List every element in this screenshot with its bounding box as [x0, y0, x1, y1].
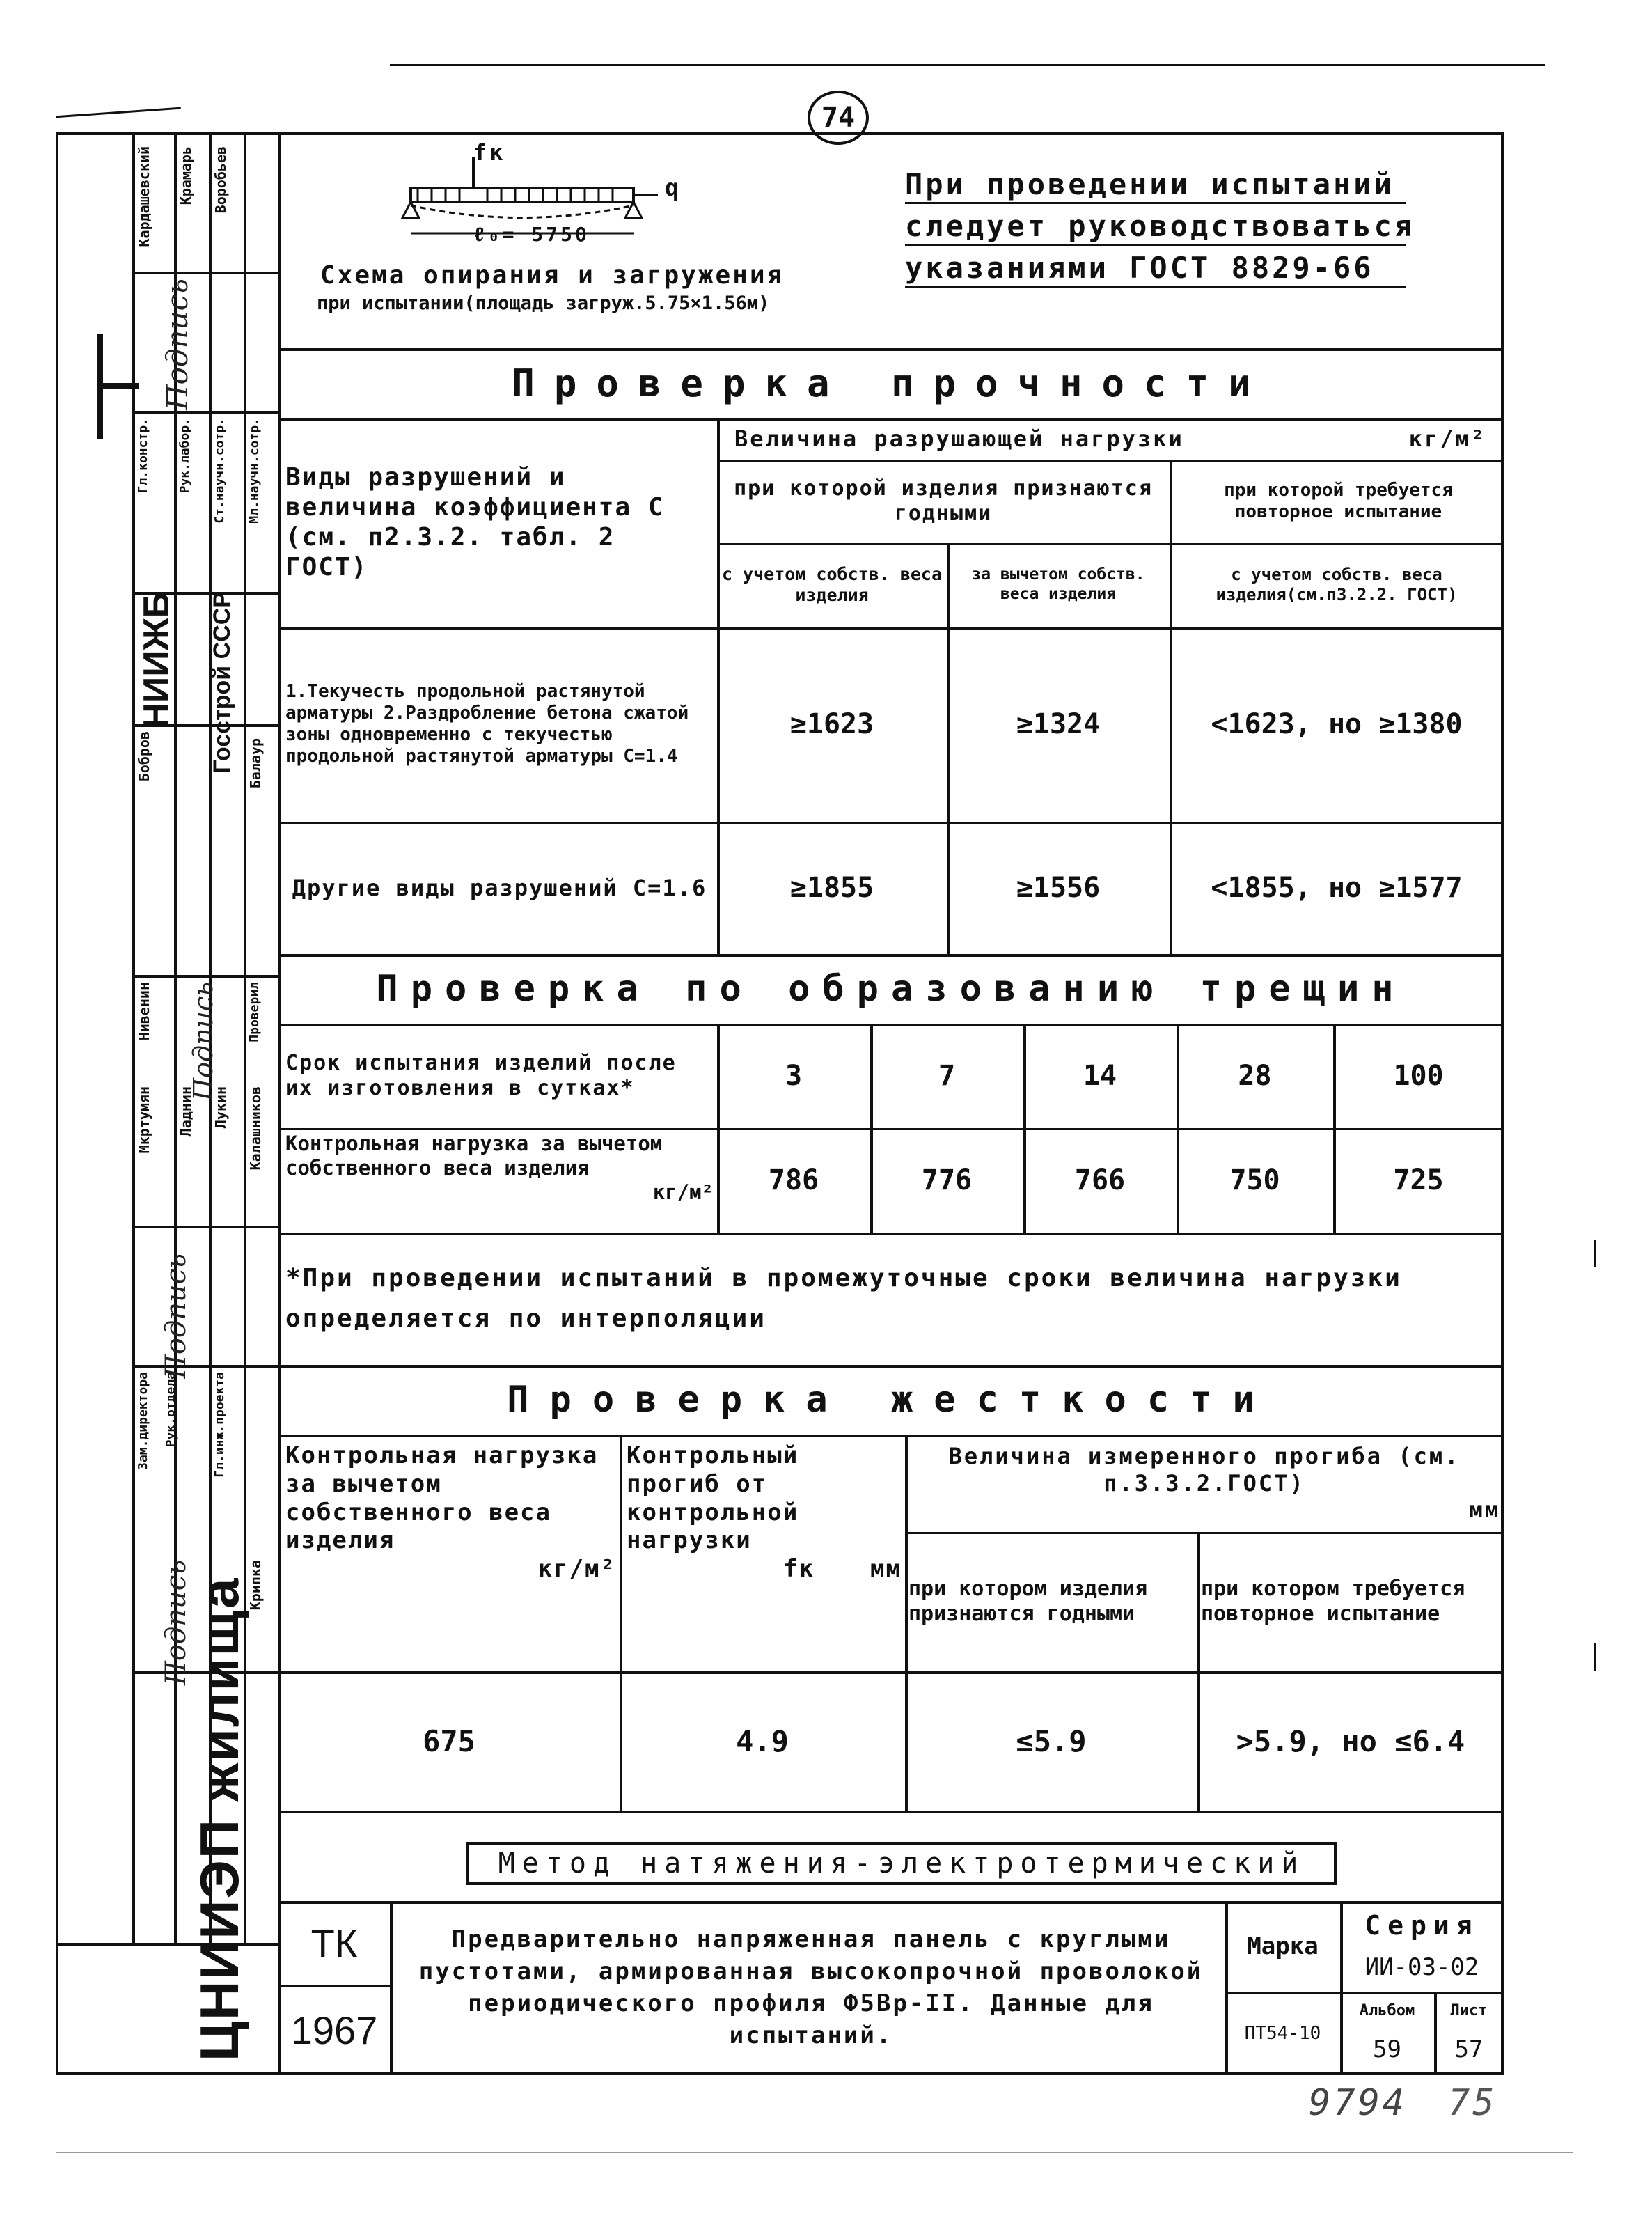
method-text: Метод натяжения-электротермический [498, 1847, 1305, 1879]
archive-stamp-2: 75 [1448, 2082, 1497, 2124]
scheme-span-label: ℓ₀= 5750 [473, 223, 590, 246]
title-year-text: 1967 [290, 2008, 378, 2052]
header-note-underline-3 [905, 286, 1406, 288]
header-note-3: указаниями ГОСТ 8829-66 [905, 251, 1374, 285]
title-sheet-value [1438, 2026, 1500, 2072]
signature-4: Подпись [160, 1560, 192, 1686]
cracks-v2 [870, 1024, 873, 1233]
stiffness-v2 [905, 1435, 908, 1811]
strength-row2-kind-text: Другие виды разрушений С=1.6 [292, 874, 707, 901]
side-role-8: Гл.инж.проекта [212, 1372, 227, 1478]
strength-h2 [717, 543, 1504, 545]
strength-sub-minus-weight-text: за вычетом собств. веса изделия [971, 565, 1145, 603]
stiffness-value-2 [623, 1675, 902, 1807]
cracks-row2-value-4-text: 750 [1229, 1164, 1280, 1196]
strength-sub-minus-weight [950, 547, 1166, 623]
strength-v1 [717, 418, 720, 954]
strength-sub-with-weight [721, 547, 943, 623]
side-role-2: Рук.лабор. [178, 418, 192, 494]
stiffness-value-3-text: ≤5.9 [1016, 1723, 1087, 1758]
strength-v2 [947, 543, 950, 954]
title-v3 [1340, 1901, 1343, 2075]
side-role-5: Проверил [247, 982, 262, 1042]
cracks-row1-value-4 [1180, 1027, 1330, 1125]
title-marka-value [1229, 1995, 1337, 2072]
top-left-rule [56, 107, 181, 118]
stiffness-value-2-text: 4.9 [736, 1723, 789, 1758]
side-name-4: Бобров [136, 731, 152, 782]
title-h-right [1340, 1992, 1504, 1994]
side-name-2: Крамарь [178, 146, 194, 205]
side-name-5: Балаур [247, 738, 264, 789]
stiffness-col1-unit: кг/м² [537, 1555, 616, 1584]
title-album-label-text: Альбом [1359, 2002, 1415, 2019]
title-marka-label-text: Марка [1247, 1932, 1319, 1960]
cracks-title [278, 954, 1504, 1024]
cracks-footnote [285, 1240, 1469, 1358]
strength-row1-minus-weight-text: ≥1324 [1016, 708, 1101, 740]
strength-sub-suitable [724, 463, 1163, 540]
stiffness-h2 [905, 1532, 1504, 1534]
cracks-row1-label [285, 1027, 714, 1125]
stiffness-col3-header [908, 1438, 1500, 1529]
side-row-5 [132, 975, 278, 978]
stiffness-col2-header [627, 1441, 902, 1668]
title-v4 [1434, 1992, 1437, 2075]
page-number-text: 74 [821, 102, 856, 134]
stiffness-col3b-header-text: при котором требуется повторное испытание [1201, 1577, 1465, 1626]
strength-h4 [278, 822, 1504, 824]
strength-row1-retest-text: <1623, но ≥1380 [1211, 708, 1463, 740]
strength-load-header [721, 418, 1500, 460]
side-role-6: Зам.директора [136, 1372, 150, 1470]
strength-row1-with-weight-text: ≥1623 [789, 708, 874, 740]
strength-v3 [1170, 460, 1172, 954]
strength-row1-retest [1173, 630, 1500, 818]
scheme-q-label: q [665, 174, 682, 202]
title-sheet-label [1438, 1995, 1500, 2026]
title-h-marka [1225, 1992, 1340, 1994]
cracks-row1-value-5-text: 100 [1393, 1060, 1444, 1092]
side-mark-2 [97, 383, 139, 389]
side-org-gosstroy: Госстрой СССР [209, 592, 235, 774]
strength-sub-suitable-text: при которой изделия признаются годными [734, 476, 1153, 526]
stiffness-col3b-header [1201, 1535, 1500, 1668]
strength-sub-retest-detail [1173, 547, 1500, 623]
side-name-8: Лукин [212, 1086, 229, 1129]
strength-sub-retest-text: при которой требуется повторное испытание [1224, 479, 1453, 522]
strength-kinds-header-text: Виды разрушений и величина коэффициента С (см. п2.3.2. табл. 2 ГОСТ) [285, 462, 665, 582]
title-series-value [1344, 1946, 1500, 1988]
title-album-value [1344, 2026, 1431, 2072]
right-edge-mark-2 [1594, 1643, 1596, 1671]
cracks-row1-value-2 [874, 1027, 1020, 1125]
side-name-1: Кардашевский [136, 146, 152, 247]
stiffness-col3-header-text: Величина измеренного прогиба (см. п.3.3.2.ГОСТ) [948, 1443, 1461, 1496]
cracks-row2-value-2 [874, 1132, 1020, 1229]
strength-row1-kind-text: 1.Текучесть продольной растянутой арматуры 2.Раздробление бетона сжатой зоны одновременно с текучестью продольной растянутой арматуры С=1.4 [285, 680, 689, 767]
side-org-niizhb: НИИЖБ [136, 592, 177, 729]
stiffness-col1-header [285, 1441, 616, 1668]
stiffness-h1 [278, 1435, 1504, 1437]
title-sheet-value-text: 57 [1454, 2035, 1484, 2063]
signature-2: Подпись [188, 982, 219, 1102]
scheme-caption-2: при испытании(площадь загруж.5.75×1.56м) [317, 292, 770, 314]
strength-row2-minus-weight [950, 825, 1166, 951]
right-edge-mark [1594, 1240, 1596, 1267]
signature-1: Подпись [160, 279, 194, 411]
strength-sub-with-weight-text: с учетом собств. веса изделия [721, 564, 943, 605]
method-box [466, 1842, 1337, 1885]
cracks-v3 [1023, 1024, 1026, 1233]
strength-row2-minus-weight-text: ≥1556 [1016, 872, 1101, 904]
cracks-row2-value-1 [721, 1132, 867, 1229]
title-series-label-text: Серия [1364, 1910, 1479, 1941]
stiffness-value-4-text: >5.9, но ≤6.4 [1236, 1723, 1465, 1758]
title-year [282, 1988, 386, 2072]
cracks-row2-value-5-text: 725 [1393, 1164, 1444, 1196]
stiffness-h4 [278, 1811, 1504, 1813]
stiffness-title-text: Проверка жесткости [507, 1379, 1275, 1421]
side-role-3: Ст.научн.сотр. [212, 418, 227, 524]
strength-row2-with-weight-text: ≥1855 [789, 872, 874, 904]
cracks-row2-value-3-text: 766 [1074, 1164, 1126, 1196]
stiffness-col1-header-text: Контрольная нагрузка за вычетом собственного веса изделия [285, 1441, 599, 1555]
header-note-1: При проведении испытаний [905, 167, 1394, 201]
side-org-main: ЦНИИЭП жилища [189, 1577, 250, 2061]
stiffness-col3-unit: мм [1469, 1496, 1500, 1524]
title-description [404, 1905, 1218, 2072]
stiffness-value-3 [908, 1675, 1194, 1807]
cracks-h1 [278, 1024, 1504, 1026]
title-album-value-text: 59 [1373, 2035, 1401, 2063]
cracks-h2 [278, 1128, 1504, 1130]
cracks-row2-value-5 [1337, 1132, 1500, 1229]
strength-sub-retest-detail-text: с учетом собств. веса изделия(см.п3.2.2. ГОСТ) [1216, 565, 1458, 604]
cracks-row1-value-1-text: 3 [785, 1060, 803, 1092]
cracks-footnote-text: *При проведении испытаний в промежуточные сроки величина нагрузки определяется по интерполяции [285, 1264, 1402, 1333]
side-role-1: Гл.констр. [136, 418, 150, 494]
title-block-top [278, 1901, 1504, 1904]
strength-load-unit: кг/м² [1408, 425, 1486, 452]
cracks-row2-label-text: Контрольная нагрузка за вычетом собственного веса изделия [285, 1132, 663, 1180]
header-note-underline-2 [905, 244, 1406, 246]
side-name-6: Нивенин [136, 982, 152, 1041]
strength-row2-retest [1173, 825, 1500, 951]
cracks-row1-label-text: Срок испытания изделий после их изготовления в сутках* [285, 1051, 677, 1100]
stiffness-v1 [620, 1435, 622, 1811]
cracks-row1-value-2-text: 7 [938, 1060, 956, 1092]
strength-kinds-header [285, 425, 710, 620]
header-note-underline-1 [905, 202, 1406, 204]
stiffness-col2-unit: мм [870, 1555, 902, 1584]
strength-row2-retest-text: <1855, но ≥1577 [1211, 872, 1463, 904]
cracks-v5 [1333, 1024, 1336, 1233]
header-note-2: следует руководствоваться [905, 209, 1415, 243]
cracks-row1-value-1 [721, 1027, 867, 1125]
cracks-v1 [717, 1024, 720, 1233]
title-h-left [278, 1985, 390, 1987]
strength-row2-kind [285, 825, 714, 951]
stiffness-title [278, 1365, 1504, 1435]
side-name-11: Крипка [247, 1560, 264, 1611]
strength-row2-with-weight [721, 825, 943, 951]
title-series-value-text: ИИ-03-02 [1364, 1953, 1479, 1981]
cracks-row1-value-3 [1027, 1027, 1173, 1125]
stiffness-v3 [1197, 1532, 1200, 1811]
cracks-row2-unit: кг/м² [652, 1180, 714, 1204]
cracks-row1-value-3-text: 14 [1083, 1060, 1117, 1092]
title-description-text: Предварительно напряженная панель с круглыми пустотами, армированная высокопрочной проволокой периодического профиля Ф5Вр-II. Данные для испытаний. [418, 1925, 1204, 2049]
side-name-10: Мкртумян [136, 1086, 152, 1154]
top-rule [390, 64, 1545, 66]
stiffness-value-1 [282, 1675, 616, 1807]
cracks-row2-value-3 [1027, 1132, 1173, 1229]
cracks-row1-value-4-text: 28 [1238, 1060, 1272, 1092]
stiffness-value-4 [1201, 1675, 1500, 1807]
stiffness-value-1-text: 675 [423, 1723, 475, 1758]
cracks-row2-label [285, 1132, 714, 1229]
side-right-border [278, 132, 281, 2075]
side-role-4: Мл.научн.сотр. [247, 418, 262, 524]
side-role-7: Рук.отдела [164, 1372, 178, 1448]
title-series-label [1344, 1905, 1500, 1946]
side-name-3: Воробьев [212, 146, 229, 214]
signature-3: Подпись [160, 1253, 192, 1379]
scheme-fk-label: fк [473, 139, 506, 166]
cracks-title-text: Проверка по образованию трещин [376, 968, 1406, 1010]
title-code [282, 1905, 386, 1981]
stiffness-h3 [278, 1671, 1504, 1674]
stiffness-col3a-header [908, 1535, 1194, 1668]
title-sheet-label-text: Лист [1450, 2002, 1488, 2019]
strength-row1-with-weight [721, 630, 943, 818]
title-code-text: ТК [310, 1921, 358, 1965]
strength-title [278, 348, 1504, 418]
bottom-edge-rule [56, 2152, 1573, 2153]
strength-row1-kind [285, 630, 714, 818]
side-name-7: Ладнин [178, 1086, 194, 1137]
cracks-row1-value-5 [1337, 1027, 1500, 1125]
strength-h3 [278, 627, 1504, 630]
title-v1 [390, 1901, 393, 2075]
scheme-caption-1: Схема опирания и загружения [320, 261, 785, 290]
cracks-row2-value-2-text: 776 [921, 1164, 973, 1196]
cracks-h3 [278, 1233, 1504, 1235]
stiffness-col2-header-text: Контрольный прогиб от контрольной нагрузки [627, 1441, 799, 1555]
title-marka-label [1229, 1905, 1337, 1988]
side-row-2 [132, 411, 278, 414]
strength-sub-retest [1177, 463, 1500, 540]
title-album-label [1344, 1995, 1431, 2026]
archive-stamp: 9794 [1309, 2082, 1408, 2124]
side-row-1 [132, 272, 278, 274]
cracks-row2-value-4 [1180, 1132, 1330, 1229]
cracks-row2-value-1-text: 786 [768, 1164, 819, 1196]
side-row-6 [132, 1226, 278, 1228]
title-v2 [1225, 1901, 1228, 2075]
stiffness-col2-symbol: fк [783, 1555, 815, 1584]
cracks-v4 [1177, 1024, 1179, 1233]
side-name-9: Калашников [247, 1086, 264, 1171]
side-row-7 [132, 1365, 278, 1368]
strength-row1-minus-weight [950, 630, 1166, 818]
strength-title-text: Проверка прочности [512, 361, 1271, 405]
stiffness-col3a-header-text: при котором изделия признаются годными [908, 1577, 1148, 1626]
strength-load-header-text: Величина разрушающей нагрузки [734, 425, 1184, 452]
title-marka-value-text: ПТ54-10 [1244, 2023, 1321, 2044]
strength-h1 [717, 460, 1504, 462]
